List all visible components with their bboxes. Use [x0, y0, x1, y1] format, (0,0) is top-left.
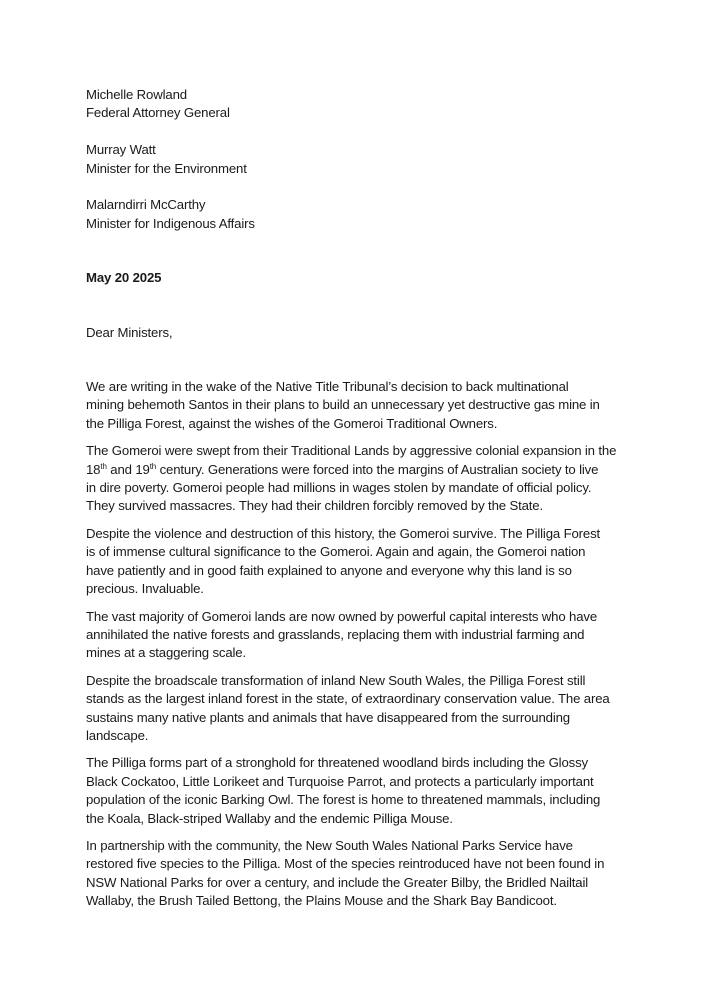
recipient-title: Federal Attorney General [86, 105, 230, 121]
recipient-name: Murray Watt [86, 142, 156, 158]
recipient-title: Minister for the Environment [86, 160, 247, 176]
recipient-name: Michelle Rowland [86, 87, 187, 102]
recipient-name: Malarndirri McCarthy [86, 197, 206, 213]
letter-date: May 20 2025 [86, 270, 162, 286]
body-paragraph [86, 525, 656, 599]
paragraph-line: population of the iconic Barking Owl. The forest is home to threatened mammals, including [86, 792, 601, 808]
body-paragraph [86, 378, 656, 433]
paragraph-line: restored five species to the Pilliga. Most of the species reintroduced have not been found in [86, 856, 605, 872]
paragraph-line: The Gomeroi were swept from their Traditional Lands by aggressive colonial expansion in the [86, 443, 617, 459]
paragraph-line: NSW National Parks for over a century, and include the Greater Bilby, the Bridled Nailtail [86, 874, 589, 890]
recipient-block [86, 141, 656, 178]
letter-page [86, 86, 656, 920]
paragraph-line: Black Cockatoo, Little Lorikeet and Turquoise Parrot, and protects a particularly important [86, 773, 594, 789]
paragraph-line: is of immense cultural significance to the Gomeroi. Again and again, the Gomeroi nation [86, 544, 586, 560]
body-paragraph [86, 754, 656, 828]
body-paragraph [86, 442, 656, 516]
paragraph-line: mines at a staggering scale. [86, 645, 246, 661]
body-paragraph [86, 672, 656, 746]
paragraph-line: They survived massacres. They had their children forcibly removed by the State. [86, 498, 544, 514]
paragraph-line: in dire poverty. Gomeroi people had millions in wages stolen by mandate of official policy. [86, 480, 592, 496]
paragraph-line: landscape. [86, 727, 149, 743]
paragraph-line: mining behemoth Santos in their plans to build an unnecessary yet destructive gas mine in [86, 397, 600, 413]
paragraph-line: Despite the violence and destruction of this history, the Gomeroi survive. The Pilliga Forest [86, 525, 601, 541]
letter-body [86, 378, 656, 911]
paragraph-line: annihilated the native forests and grasslands, replacing them with industrial farming and [86, 626, 585, 642]
salutation: Dear Ministers, [86, 324, 173, 340]
paragraph-line: 18th and 19th century. Generations were forced into the margins of Australian society to live [86, 461, 599, 477]
paragraph-line: We are writing in the wake of the Native Title Tribunal’s decision to back multinational [86, 379, 569, 395]
paragraph-line: The vast majority of Gomeroi lands are now owned by powerful capital interests who have [86, 608, 598, 624]
paragraph-line: the Koala, Black-striped Wallaby and the endemic Pilliga Mouse. [86, 810, 453, 826]
paragraph-line: stands as the largest inland forest in the state, of extraordinary conservation value. The area [86, 691, 610, 707]
paragraph-line: In partnership with the community, the New South Wales National Parks Service have [86, 837, 573, 853]
paragraph-line: Wallaby, the Brush Tailed Bettong, the Plains Mouse and the Shark Bay Bandicoot. [86, 893, 557, 909]
body-paragraph [86, 837, 656, 911]
paragraph-line: precious. Invaluable. [86, 581, 204, 597]
recipient-block [86, 196, 656, 233]
paragraph-line: have patiently and in good faith explained to anyone and everyone why this land is so [86, 562, 572, 578]
paragraph-line: the Pilliga Forest, against the wishes of the Gomeroi Traditional Owners. [86, 415, 498, 431]
paragraph-line: Despite the broadscale transformation of inland New South Wales, the Pilliga Forest still [86, 672, 586, 688]
body-paragraph [86, 608, 656, 663]
recipient-title: Minister for Indigenous Affairs [86, 215, 255, 231]
paragraph-line: The Pilliga forms part of a stronghold for threatened woodland birds including the Glossy [86, 755, 588, 771]
recipient-block [86, 86, 656, 123]
paragraph-line: sustains many native plants and animals that have disappeared from the surrounding [86, 709, 570, 725]
